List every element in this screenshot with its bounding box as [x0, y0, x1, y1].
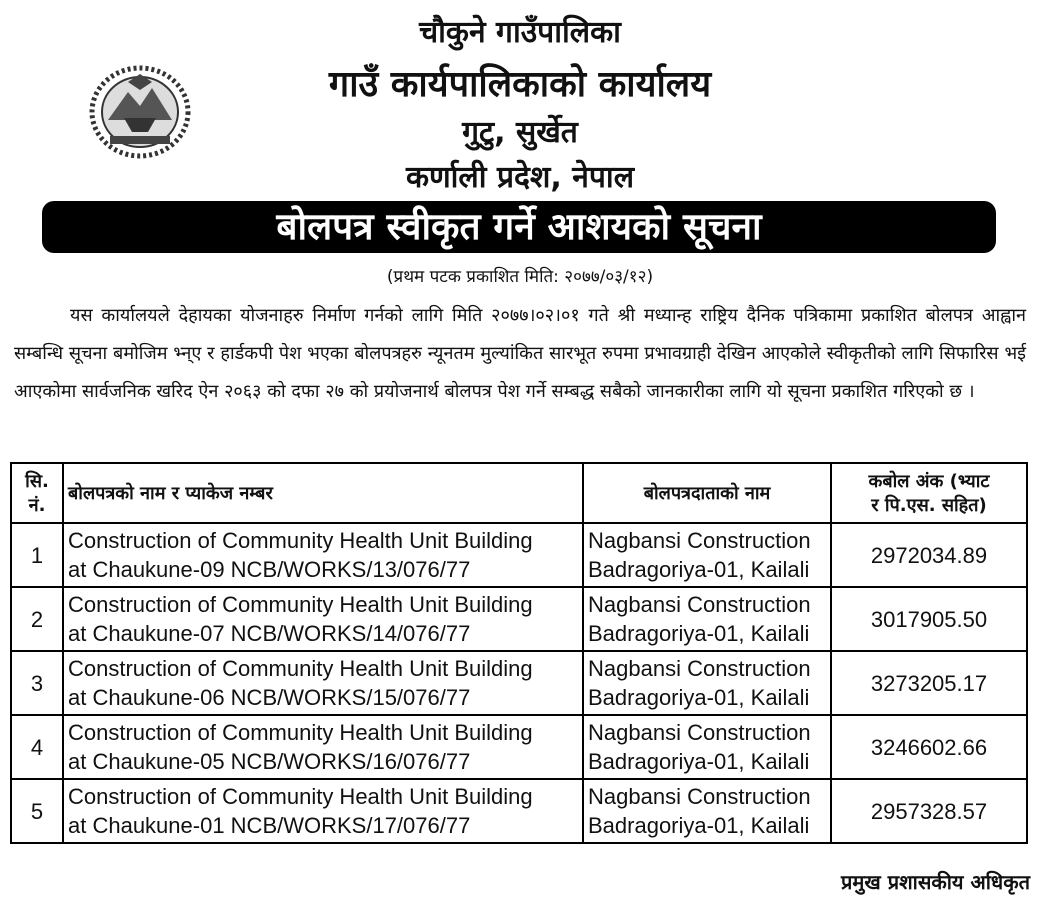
row-amount: 3017905.50 [831, 587, 1027, 651]
row-name: Construction of Community Health Unit Building at Chaukune-01 NCB/WORKS/17/076/77 [63, 779, 583, 843]
row-bidder: Nagbansi Construction Badragoriya-01, Kailali [583, 779, 831, 843]
table-row [11, 779, 1027, 843]
row-amount: 3246602.66 [831, 715, 1027, 779]
row-bidder: Nagbansi Construction Badragoriya-01, Kailali [583, 587, 831, 651]
notice-header [0, 0, 1040, 200]
row-sn: 1 [11, 523, 63, 587]
header-amount: कबोल अंक (भ्याट र पि.एस. सहित) [831, 463, 1027, 523]
header-bidder: बोलपत्रदाताको नाम [583, 463, 831, 523]
row-sn: 5 [11, 779, 63, 843]
notice-body: यस कार्यालयले देहायका योजनाहरु निर्माण गर्नको लागि मिति २०७७।०२।०१ गते श्री मध्यान्ह राष्ट्रिय दैनिक पत्रिकामा प्रकाशित बोलपत्र आह्वान सम्बन्धि सूचना बमोजिम भ्न्ए र हार्डकपी पेश भएका बोलपत्रहरु न्यूनतम मुल्यांकित सारभूत रुपमा प्रभावग्राही देखिन आएकोले स्वीकृतीको लागि सिफारिस भई आएकोमा सार्वजनिक खरिद ऐन २०६३ को दफा २७ को प्रयोजनार्थ बोलपत्र पेश गर्ने सम्बद्ध सबैको जानकारीका लागि यो सूचना प्रकाशित गरिएको छ । [14, 305, 1026, 402]
municipality-name: चौकुने गाउँपालिका [419, 15, 621, 50]
row-amount: 3273205.17 [831, 651, 1027, 715]
row-amount: 2957328.57 [831, 779, 1027, 843]
row-bidder: Nagbansi Construction Badragoriya-01, Kailali [583, 523, 831, 587]
row-amount: 2972034.89 [831, 523, 1027, 587]
row-name: Construction of Community Health Unit Building at Chaukune-09 NCB/WORKS/13/076/77 [63, 523, 583, 587]
header-sn: सि. नं. [11, 463, 63, 523]
bid-table [10, 462, 1028, 844]
notice-title: बोलपत्र स्वीकृत गर्ने आशयको सूचना [42, 201, 996, 253]
office-location: गुटु, सुर्खेत [462, 115, 578, 150]
signature-title: प्रमुख प्रशासकीय अधिकृत [841, 870, 1030, 894]
row-sn: 4 [11, 715, 63, 779]
row-bidder: Nagbansi Construction Badragoriya-01, Kailali [583, 715, 831, 779]
table-row [11, 523, 1027, 587]
row-name: Construction of Community Health Unit Building at Chaukune-06 NCB/WORKS/15/076/77 [63, 651, 583, 715]
province-name: कर्णाली प्रदेश, नेपाल [405, 160, 635, 195]
row-name: Construction of Community Health Unit Building at Chaukune-05 NCB/WORKS/16/076/77 [63, 715, 583, 779]
table-header-row [11, 463, 1027, 523]
table-row [11, 715, 1027, 779]
row-sn: 2 [11, 587, 63, 651]
office-name: गाउँ कार्यपालिकाको कार्यालय [328, 64, 712, 105]
header-name: बोलपत्रको नाम र प्याकेज नम्बर [63, 463, 583, 523]
row-name: Construction of Community Health Unit Building at Chaukune-07 NCB/WORKS/14/076/77 [63, 587, 583, 651]
row-sn: 3 [11, 651, 63, 715]
table-row [11, 651, 1027, 715]
table-row [11, 587, 1027, 651]
published-date: (प्रथम पटक प्रकाशित मिति: २०७७/०३/१२) [386, 267, 654, 287]
row-bidder: Nagbansi Construction Badragoriya-01, Kailali [583, 651, 831, 715]
